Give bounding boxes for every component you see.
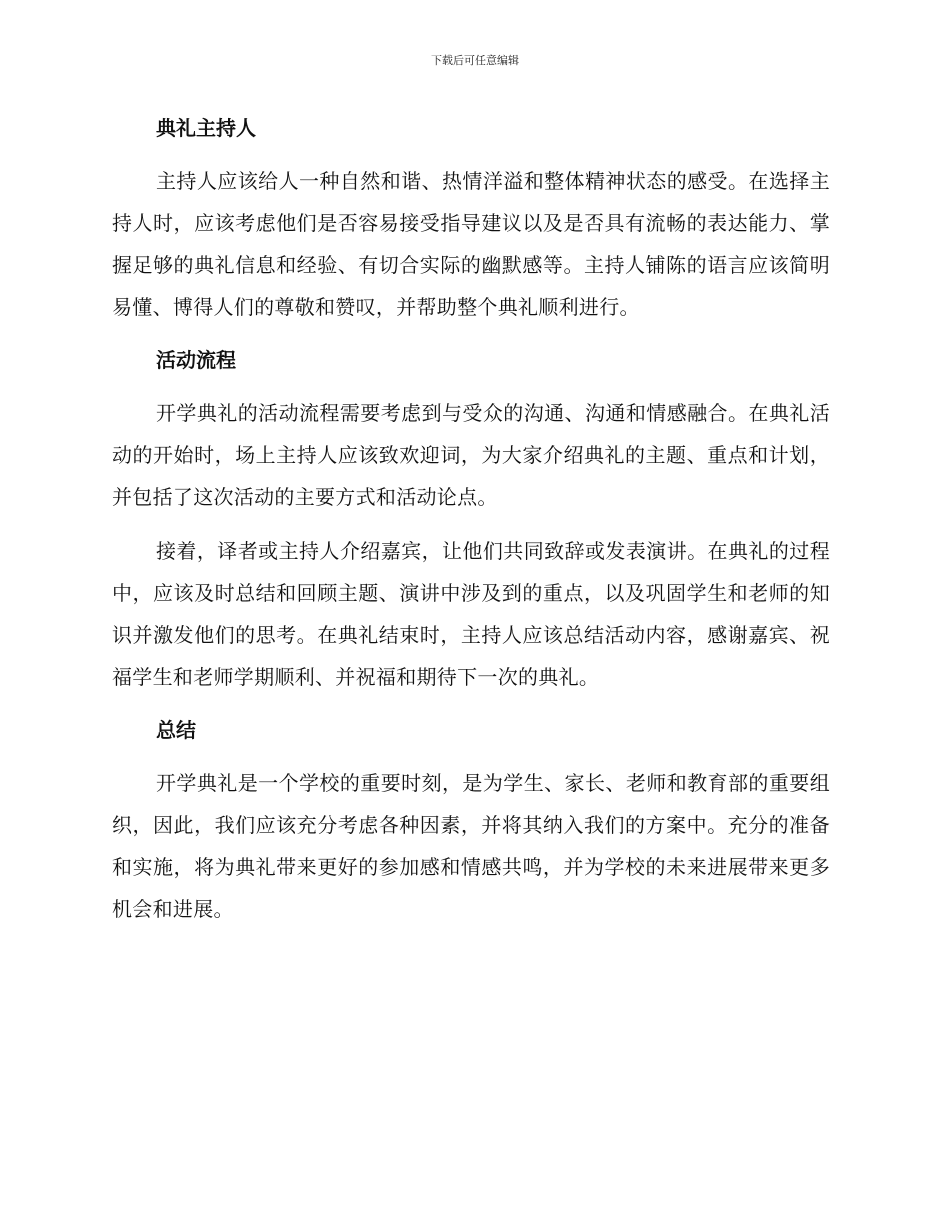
document-body xyxy=(112,110,830,930)
page-header: 下载后可任意编辑 xyxy=(431,54,519,67)
paragraph-process-guests: 接着，译者或主持人介绍嘉宾，让他们共同致辞或发表演讲。在典礼的过程中，应该及时总结和回顾主题、演讲中涉及到的重点，以及巩固学生和老师的知识并激发他们的思考。在典礼结束时，主持人应该总结活动内容，感谢嘉宾、祝福学生和老师学期顺利、并祝福和期待下一次的典礼。 xyxy=(112,539,830,689)
paragraph-process-opening: 开学典礼的活动流程需要考虑到与受众的沟通、沟通和情感融合。在典礼活动的开始时，场上主持人应该致欢迎词，为大家介绍典礼的主题、重点和计划，并包括了这次活动的主要方式和活动论点。 xyxy=(112,401,830,509)
section-heading-summary: 总结 xyxy=(156,718,196,742)
section-heading-process: 活动流程 xyxy=(156,348,236,372)
paragraph-summary: 开学典礼是一个学校的重要时刻，是为学生、家长、老师和教育部的重要组织，因此，我们应该充分考虑各种因素，并将其纳入我们的方案中。充分的准备和实施，将为典礼带来更好的参加感和情感共鸣，并为学校的未来进展带来更多机会和进展。 xyxy=(112,771,830,921)
paragraph-host: 主持人应该给人一种自然和谐、热情洋溢和整体精神状态的感受。在选择主持人时，应该考虑他们是否容易接受指导建议以及是否具有流畅的表达能力、掌握足够的典礼信息和经验、有切合实际的幽默感等。主持人铺陈的语言应该简明易懂、博得人们的尊敬和赞叹，并帮助整个典礼顺利进行。 xyxy=(112,169,830,319)
section-heading-host: 典礼主持人 xyxy=(156,116,256,140)
